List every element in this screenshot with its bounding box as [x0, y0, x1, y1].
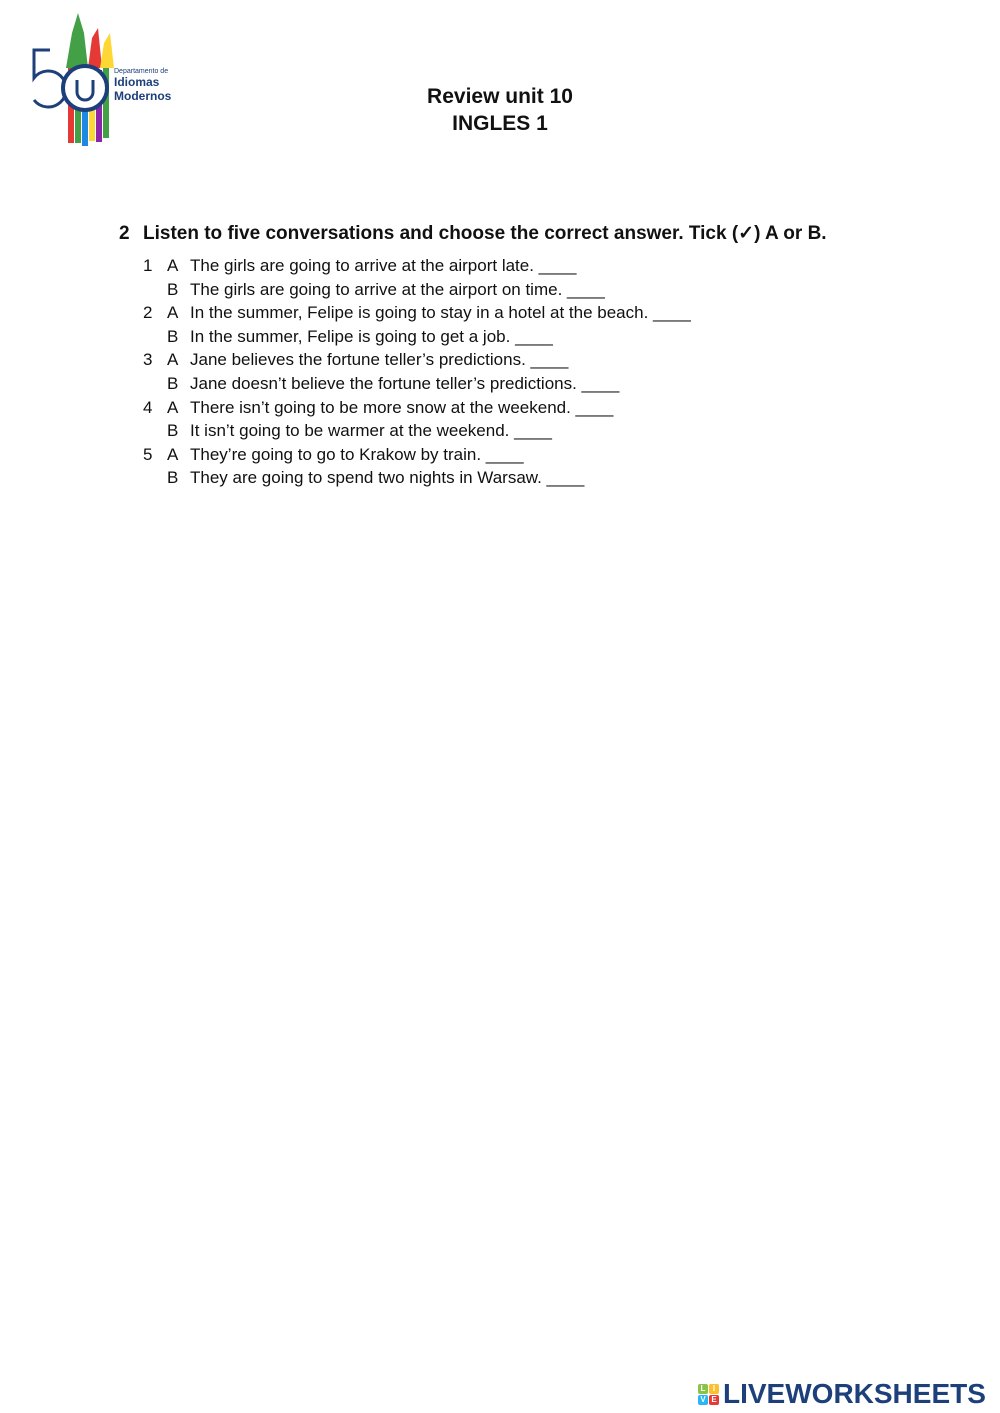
option-letter: A [167, 303, 179, 323]
option-letter: B [167, 279, 179, 299]
option-letter: B [167, 421, 179, 441]
option-letter: B [167, 468, 179, 488]
option-text: The girls are going to arrive at the airport late. ____ [190, 256, 577, 275]
option-letter: A [167, 256, 179, 275]
option-text: They’re going to go to Krakow by train. ____ [190, 444, 524, 464]
option-text: The girls are going to arrive at the airport on time. ____ [190, 279, 605, 299]
svg-text:Departamento de: Departamento de [114, 68, 169, 75]
svg-text:Idiomas: Idiomas [114, 75, 160, 89]
option-letter: A [167, 350, 179, 370]
svg-text:Modernos: Modernos [114, 89, 172, 103]
brand-name: LIVEWORKSHEETS [723, 1378, 986, 1409]
instruction-text: Listen to five conversations and choose the correct answer. Tick (✓) A or B. [143, 223, 827, 244]
question-number: 1 [143, 256, 153, 275]
liveworksheets-logo [698, 1378, 986, 1410]
exercise-number: 2 [119, 223, 130, 244]
option-letter: B [167, 374, 179, 393]
option-text: In the summer, Felipe is going to get a job. ____ [190, 326, 553, 346]
option-letter: A [167, 444, 179, 464]
question-number: 3 [143, 350, 153, 370]
worksheet-title: Review unit 10 [427, 85, 573, 108]
question-number: 5 [143, 444, 153, 464]
logo-squares-icon: L I V E [698, 1384, 719, 1405]
option-text: There isn’t going to be more snow at the weekend. ____ [190, 397, 614, 417]
option-text: Jane believes the fortune teller’s predictions. ____ [190, 350, 569, 370]
question-number: 2 [143, 303, 153, 323]
option-text: It isn’t going to be warmer at the weekend. ____ [190, 421, 552, 441]
option-text: In the summer, Felipe is going to stay in a hotel at the beach. ____ [190, 303, 691, 323]
option-text: They are going to spend two nights in Warsaw. ____ [190, 468, 585, 488]
option-letter: A [167, 397, 179, 417]
question-number: 4 [143, 397, 153, 417]
exercise-instruction [119, 222, 827, 245]
worksheet-subtitle: INGLES 1 [452, 112, 548, 135]
option-text: Jane doesn’t believe the fortune teller’s predictions. ____ [190, 374, 620, 393]
option-letter: B [167, 326, 179, 346]
